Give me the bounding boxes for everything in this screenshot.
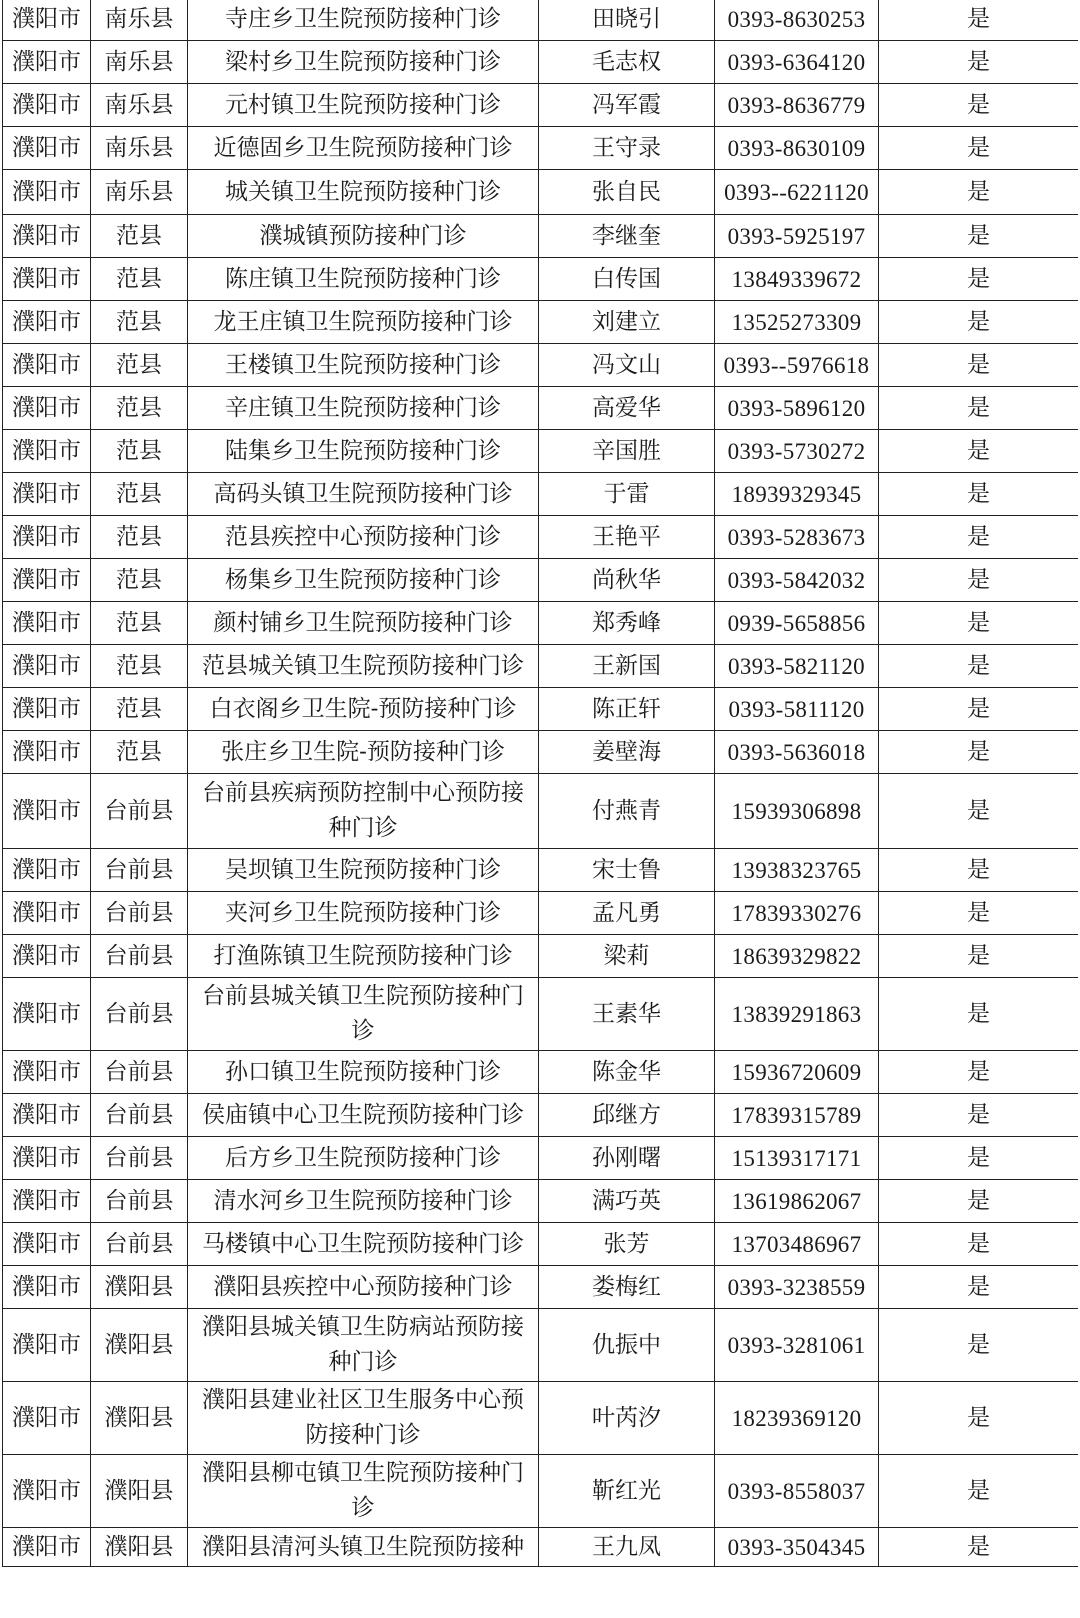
cell-status: 是 [879,731,1079,774]
cell-contact-person: 邱继方 [539,1094,715,1137]
cell-phone: 13525273309 [715,301,879,344]
cell-clinic-name: 高码头镇卫生院预防接种门诊 [188,473,539,516]
cell-phone: 0393-5636018 [715,731,879,774]
cell-status: 是 [879,1223,1079,1266]
table-row [3,127,1079,170]
cell-city: 濮阳市 [3,516,91,559]
cell-status: 是 [879,258,1079,301]
cell-contact-person: 尚秋华 [539,559,715,602]
cell-phone: 0393-5842032 [715,559,879,602]
cell-phone: 0393-5283673 [715,516,879,559]
cell-phone: 18639329822 [715,935,879,978]
table-row [3,1266,1079,1309]
table-row [3,602,1079,645]
cell-county: 南乐县 [91,84,188,127]
cell-phone: 13849339672 [715,258,879,301]
cell-county: 台前县 [91,978,188,1051]
cell-status: 是 [879,473,1079,516]
table-row [3,1309,1079,1382]
cell-county: 范县 [91,688,188,731]
cell-contact-person: 宋士鲁 [539,849,715,892]
cell-county: 濮阳县 [91,1382,188,1455]
table-row [3,935,1079,978]
cell-county: 濮阳县 [91,1309,188,1382]
table-row [3,731,1079,774]
cell-clinic-name: 元村镇卫生院预防接种门诊 [188,84,539,127]
cell-clinic-name: 濮城镇预防接种门诊 [188,215,539,258]
cell-city: 濮阳市 [3,935,91,978]
cell-contact-person: 毛志权 [539,41,715,84]
cell-county: 台前县 [91,892,188,935]
cell-clinic-name: 白衣阁乡卫生院-预防接种门诊 [188,688,539,731]
cell-city: 濮阳市 [3,1180,91,1223]
table-body [3,0,1079,1567]
table-row [3,258,1079,301]
cell-clinic-name: 寺庄乡卫生院预防接种门诊 [188,0,539,41]
cell-city: 濮阳市 [3,1382,91,1455]
table-row [3,688,1079,731]
cell-status: 是 [879,1382,1079,1455]
cell-clinic-name: 杨集乡卫生院预防接种门诊 [188,559,539,602]
cell-contact-person: 王素华 [539,978,715,1051]
cell-clinic-name: 城关镇卫生院预防接种门诊 [188,170,539,215]
cell-clinic-name: 濮阳县建业社区卫生服务中心预防接种门诊 [188,1382,539,1455]
cell-clinic-name: 范县城关镇卫生院预防接种门诊 [188,645,539,688]
cell-city: 濮阳市 [3,215,91,258]
cell-city: 濮阳市 [3,84,91,127]
cell-contact-person: 刘建立 [539,301,715,344]
cell-county: 南乐县 [91,170,188,215]
cell-county: 范县 [91,602,188,645]
table-row [3,215,1079,258]
table-row [3,1137,1079,1180]
cell-status: 是 [879,344,1079,387]
cell-contact-person: 高爱华 [539,387,715,430]
cell-clinic-name: 后方乡卫生院预防接种门诊 [188,1137,539,1180]
cell-clinic-name: 马楼镇中心卫生院预防接种门诊 [188,1223,539,1266]
cell-phone: 18239369120 [715,1382,879,1455]
cell-clinic-name: 濮阳县城关镇卫生防病站预防接种门诊 [188,1309,539,1382]
cell-contact-person: 满巧英 [539,1180,715,1223]
table-row [3,41,1079,84]
cell-status: 是 [879,170,1079,215]
cell-clinic-name: 侯庙镇中心卫生院预防接种门诊 [188,1094,539,1137]
table-row [3,344,1079,387]
cell-status: 是 [879,978,1079,1051]
cell-contact-person: 冯文山 [539,344,715,387]
cell-clinic-name: 梁村乡卫生院预防接种门诊 [188,41,539,84]
cell-city: 濮阳市 [3,1266,91,1309]
cell-contact-person: 陈金华 [539,1051,715,1094]
cell-county: 台前县 [91,935,188,978]
cell-county: 范县 [91,645,188,688]
cell-status: 是 [879,215,1079,258]
cell-status: 是 [879,892,1079,935]
cell-contact-person: 梁莉 [539,935,715,978]
cell-city: 濮阳市 [3,1455,91,1528]
table-row [3,892,1079,935]
cell-city: 濮阳市 [3,170,91,215]
cell-city: 濮阳市 [3,978,91,1051]
cell-phone: 0393-5730272 [715,430,879,473]
cell-status: 是 [879,516,1079,559]
cell-phone: 13619862067 [715,1180,879,1223]
cell-status: 是 [879,1309,1079,1382]
cell-phone: 13703486967 [715,1223,879,1266]
cell-status: 是 [879,1528,1079,1567]
cell-phone: 0393--6221120 [715,170,879,215]
cell-clinic-name: 近德固乡卫生院预防接种门诊 [188,127,539,170]
cell-city: 濮阳市 [3,0,91,41]
table-row [3,1223,1079,1266]
cell-phone: 0393-5896120 [715,387,879,430]
cell-contact-person: 王艳平 [539,516,715,559]
cell-status: 是 [879,645,1079,688]
cell-city: 濮阳市 [3,1528,91,1567]
cell-county: 范县 [91,731,188,774]
table-row [3,516,1079,559]
cell-county: 范县 [91,301,188,344]
cell-city: 濮阳市 [3,1223,91,1266]
cell-county: 台前县 [91,774,188,849]
cell-county: 台前县 [91,1051,188,1094]
table-row [3,1094,1079,1137]
cell-contact-person: 王新国 [539,645,715,688]
cell-city: 濮阳市 [3,1137,91,1180]
cell-city: 濮阳市 [3,127,91,170]
cell-phone: 17839330276 [715,892,879,935]
cell-contact-person: 叶芮汐 [539,1382,715,1455]
table-row [3,84,1079,127]
cell-phone: 0393-5811120 [715,688,879,731]
cell-clinic-name: 辛庄镇卫生院预防接种门诊 [188,387,539,430]
cell-county: 范县 [91,215,188,258]
cell-clinic-name: 台前县城关镇卫生院预防接种门诊 [188,978,539,1051]
cell-contact-person: 娄梅红 [539,1266,715,1309]
cell-phone: 15939306898 [715,774,879,849]
cell-clinic-name: 清水河乡卫生院预防接种门诊 [188,1180,539,1223]
table-row [3,1180,1079,1223]
cell-status: 是 [879,1137,1079,1180]
cell-county: 台前县 [91,1137,188,1180]
cell-status: 是 [879,41,1079,84]
cell-city: 濮阳市 [3,774,91,849]
cell-contact-person: 郑秀峰 [539,602,715,645]
cell-contact-person: 张芳 [539,1223,715,1266]
cell-contact-person: 张自民 [539,170,715,215]
cell-status: 是 [879,430,1079,473]
cell-county: 范县 [91,430,188,473]
cell-status: 是 [879,301,1079,344]
cell-phone: 0393-3281061 [715,1309,879,1382]
table-row [3,645,1079,688]
cell-county: 南乐县 [91,127,188,170]
cell-city: 濮阳市 [3,430,91,473]
table-row [3,1455,1079,1528]
cell-county: 台前县 [91,1180,188,1223]
cell-city: 濮阳市 [3,301,91,344]
cell-phone: 18939329345 [715,473,879,516]
cell-status: 是 [879,387,1079,430]
cell-city: 濮阳市 [3,344,91,387]
cell-status: 是 [879,774,1079,849]
cell-county: 范县 [91,387,188,430]
cell-city: 濮阳市 [3,41,91,84]
cell-clinic-name: 夹河乡卫生院预防接种门诊 [188,892,539,935]
cell-status: 是 [879,0,1079,41]
table-row [3,301,1079,344]
cell-city: 濮阳市 [3,892,91,935]
cell-county: 台前县 [91,849,188,892]
table-row [3,1528,1079,1567]
table-row [3,170,1079,215]
cell-status: 是 [879,559,1079,602]
cell-clinic-name: 濮阳县柳屯镇卫生院预防接种门诊 [188,1455,539,1528]
vaccination-clinic-table [2,0,1078,1567]
cell-city: 濮阳市 [3,258,91,301]
cell-contact-person: 田晓引 [539,0,715,41]
table-row [3,849,1079,892]
cell-county: 台前县 [91,1223,188,1266]
cell-county: 范县 [91,516,188,559]
cell-phone: 15139317171 [715,1137,879,1180]
cell-phone: 0393-8558037 [715,1455,879,1528]
cell-phone: 0393-6364120 [715,41,879,84]
cell-clinic-name: 王楼镇卫生院预防接种门诊 [188,344,539,387]
cell-contact-person: 王九凤 [539,1528,715,1567]
table-row [3,0,1079,41]
cell-city: 濮阳市 [3,731,91,774]
cell-county: 范县 [91,559,188,602]
cell-city: 濮阳市 [3,473,91,516]
table-viewport [2,0,1078,1618]
cell-status: 是 [879,688,1079,731]
cell-status: 是 [879,1455,1079,1528]
cell-contact-person: 陈正轩 [539,688,715,731]
cell-contact-person: 冯军霞 [539,84,715,127]
cell-city: 濮阳市 [3,688,91,731]
cell-phone: 0393-8636779 [715,84,879,127]
cell-city: 濮阳市 [3,645,91,688]
table-row [3,559,1079,602]
cell-phone: 0393-5925197 [715,215,879,258]
cell-status: 是 [879,1094,1079,1137]
cell-county: 濮阳县 [91,1266,188,1309]
cell-phone: 15936720609 [715,1051,879,1094]
cell-contact-person: 仇振中 [539,1309,715,1382]
cell-contact-person: 姜壁海 [539,731,715,774]
cell-phone: 0393-3504345 [715,1528,879,1567]
cell-phone: 0393-8630109 [715,127,879,170]
cell-clinic-name: 台前县疾病预防控制中心预防接种门诊 [188,774,539,849]
cell-phone: 0939-5658856 [715,602,879,645]
cell-county: 范县 [91,258,188,301]
cell-contact-person: 靳红光 [539,1455,715,1528]
table-row [3,774,1079,849]
cell-clinic-name: 打渔陈镇卫生院预防接种门诊 [188,935,539,978]
cell-county: 范县 [91,344,188,387]
cell-phone: 13839291863 [715,978,879,1051]
cell-contact-person: 王守录 [539,127,715,170]
cell-clinic-name: 范县疾控中心预防接种门诊 [188,516,539,559]
cell-contact-person: 辛国胜 [539,430,715,473]
table-row [3,473,1079,516]
cell-clinic-name: 陆集乡卫生院预防接种门诊 [188,430,539,473]
table-row [3,1051,1079,1094]
cell-status: 是 [879,1266,1079,1309]
cell-phone: 17839315789 [715,1094,879,1137]
cell-status: 是 [879,849,1079,892]
cell-clinic-name: 孙口镇卫生院预防接种门诊 [188,1051,539,1094]
cell-status: 是 [879,84,1079,127]
cell-contact-person: 于雷 [539,473,715,516]
cell-clinic-name: 张庄乡卫生院-预防接种门诊 [188,731,539,774]
cell-contact-person: 孟凡勇 [539,892,715,935]
cell-city: 濮阳市 [3,602,91,645]
cell-phone: 0393-5821120 [715,645,879,688]
table-row [3,387,1079,430]
table-row [3,978,1079,1051]
cell-contact-person: 李继奎 [539,215,715,258]
cell-phone: 0393--5976618 [715,344,879,387]
cell-clinic-name: 陈庄镇卫生院预防接种门诊 [188,258,539,301]
cell-city: 濮阳市 [3,1309,91,1382]
cell-clinic-name: 濮阳县疾控中心预防接种门诊 [188,1266,539,1309]
cell-county: 台前县 [91,1094,188,1137]
cell-contact-person: 白传国 [539,258,715,301]
cell-county: 范县 [91,473,188,516]
cell-phone: 0393-8630253 [715,0,879,41]
cell-city: 濮阳市 [3,559,91,602]
cell-city: 濮阳市 [3,1051,91,1094]
cell-phone: 13938323765 [715,849,879,892]
cell-county: 南乐县 [91,0,188,41]
cell-city: 濮阳市 [3,849,91,892]
cell-clinic-name: 龙王庄镇卫生院预防接种门诊 [188,301,539,344]
cell-city: 濮阳市 [3,1094,91,1137]
cell-county: 濮阳县 [91,1528,188,1567]
table-row [3,1382,1079,1455]
cell-contact-person: 孙刚曙 [539,1137,715,1180]
table-row [3,430,1079,473]
cell-status: 是 [879,127,1079,170]
cell-status: 是 [879,1180,1079,1223]
cell-city: 濮阳市 [3,387,91,430]
cell-phone: 0393-3238559 [715,1266,879,1309]
cell-county: 濮阳县 [91,1455,188,1528]
cell-contact-person: 付燕青 [539,774,715,849]
cell-status: 是 [879,935,1079,978]
cell-clinic-name: 濮阳县清河头镇卫生院预防接种 [188,1528,539,1567]
cell-clinic-name: 颜村铺乡卫生院预防接种门诊 [188,602,539,645]
cell-county: 南乐县 [91,41,188,84]
cell-status: 是 [879,1051,1079,1094]
cell-status: 是 [879,602,1079,645]
cell-clinic-name: 吴坝镇卫生院预防接种门诊 [188,849,539,892]
